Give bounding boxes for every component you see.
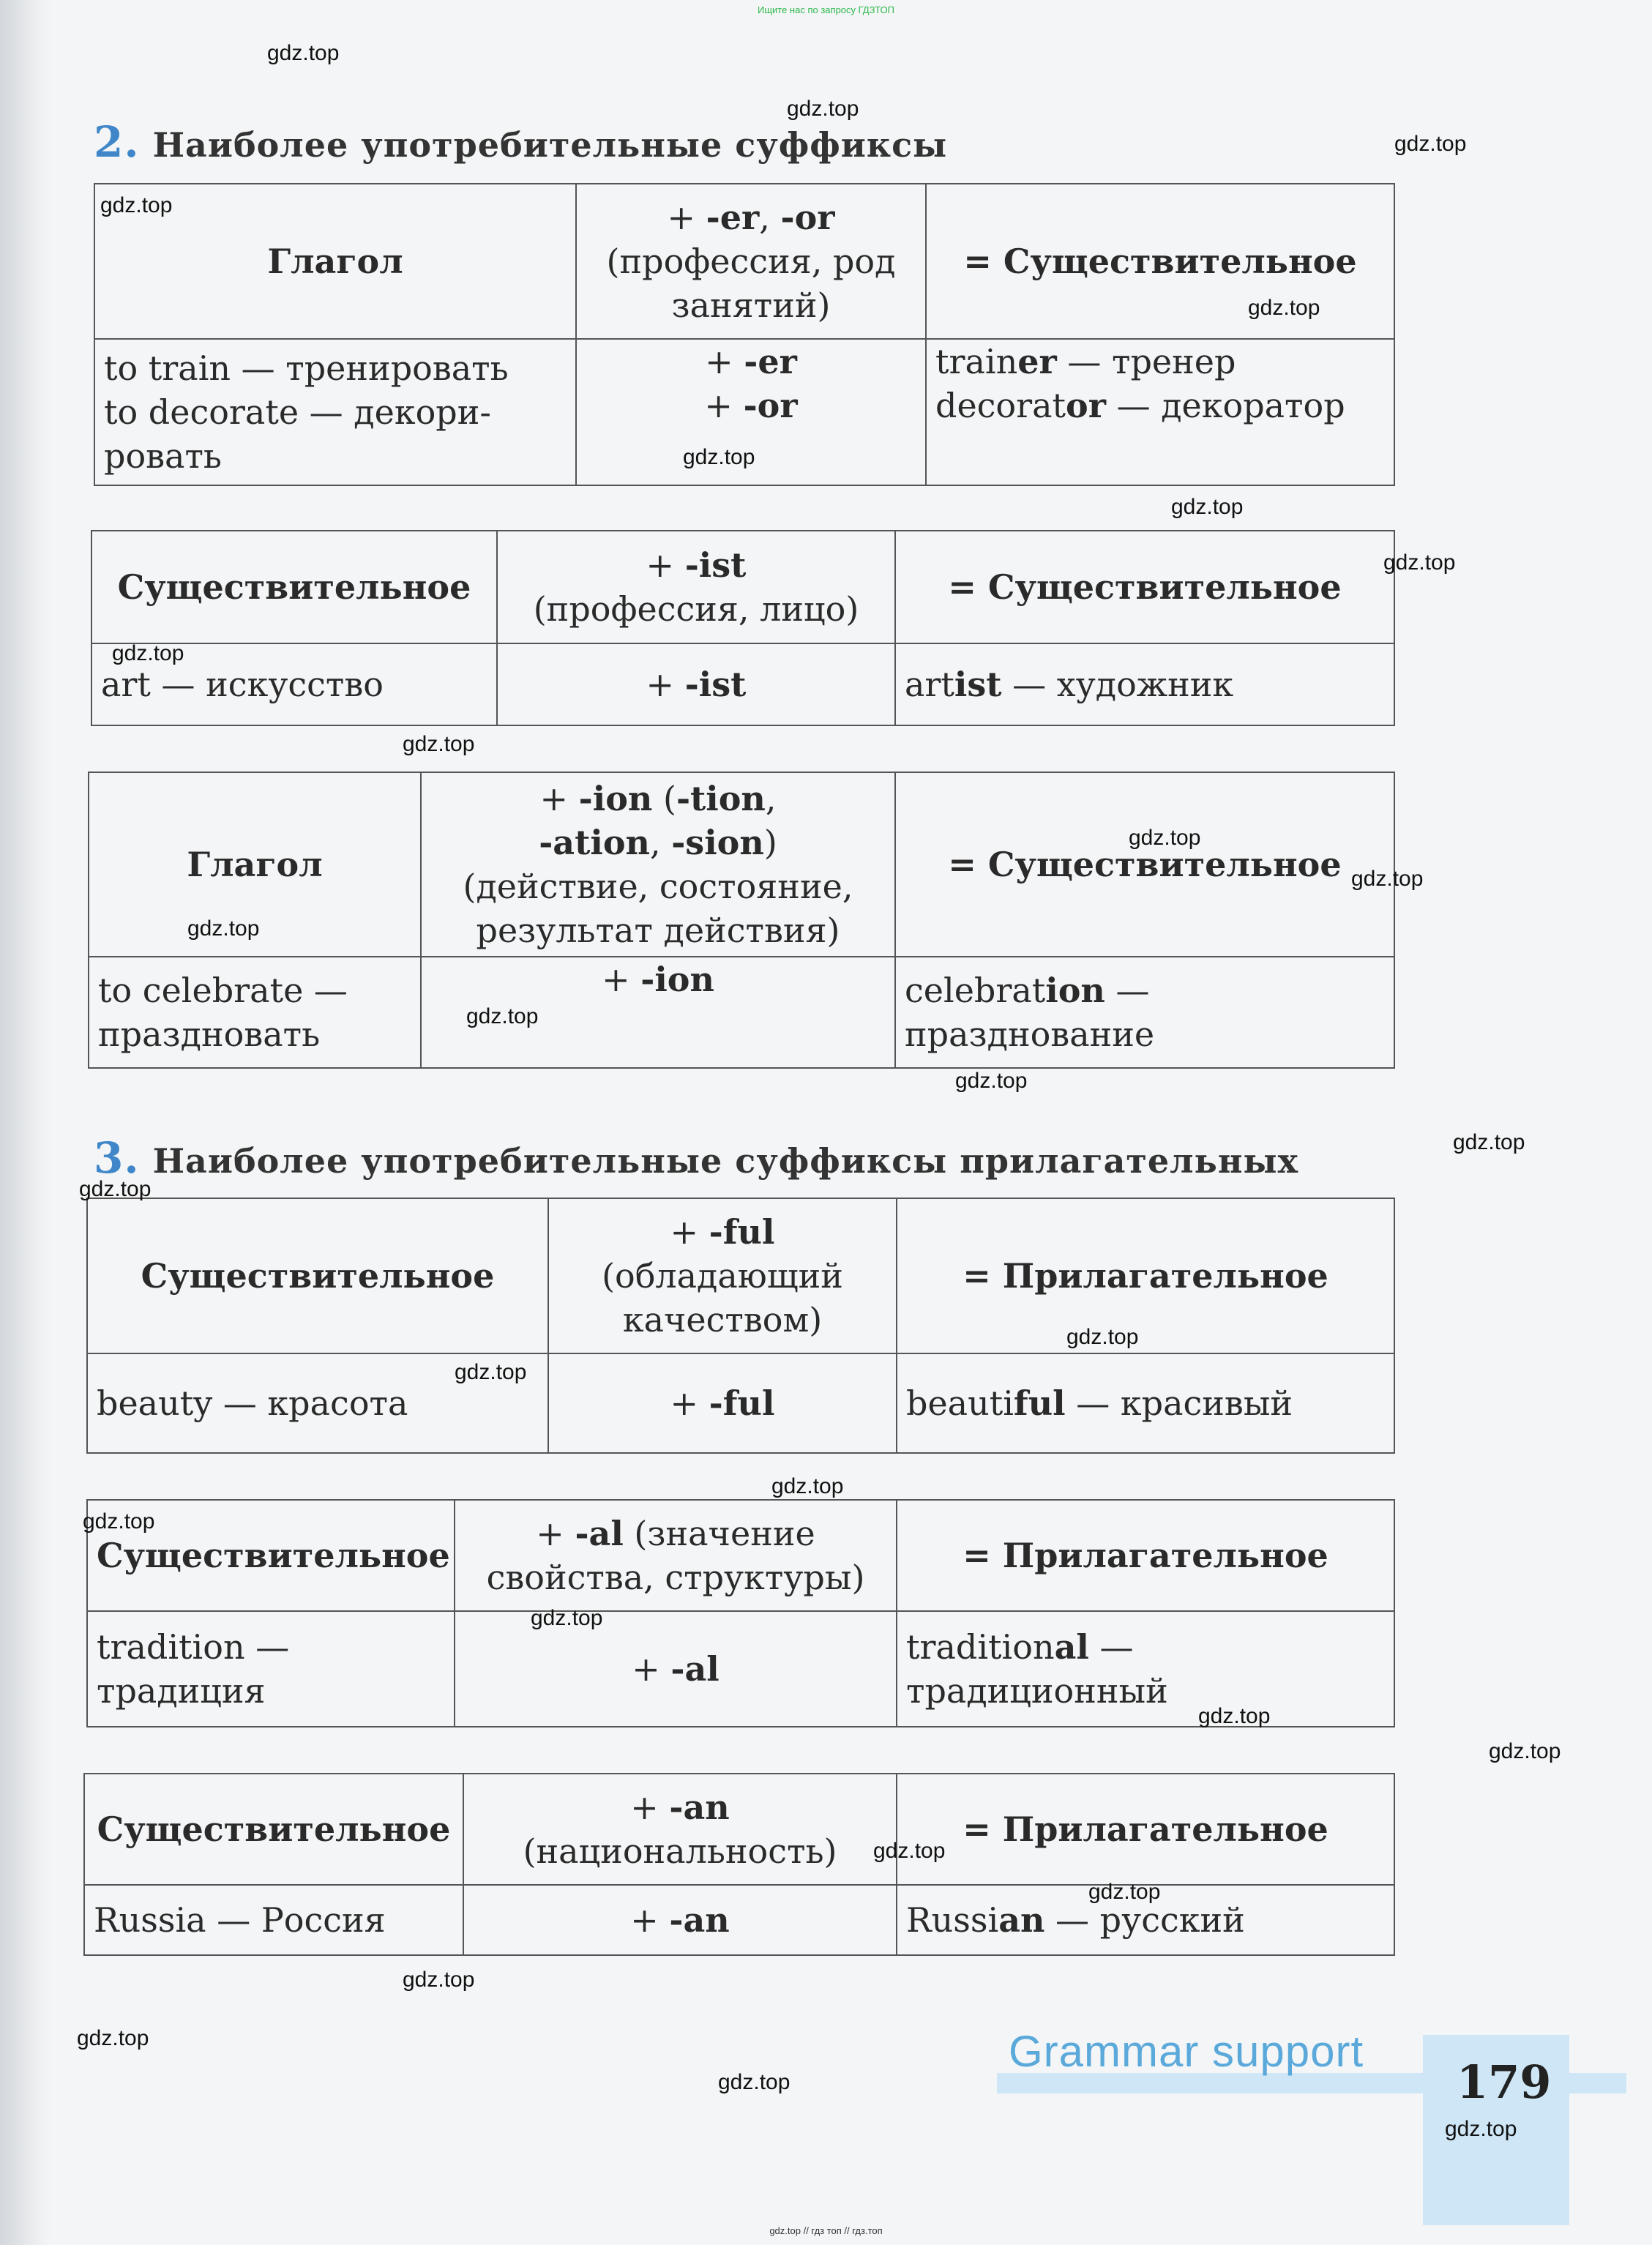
table-cell-result: artist — художник <box>895 643 1394 725</box>
watermark: gdz.top <box>718 2070 791 2094</box>
table-cell-result: traditional — традиционный <box>897 1611 1394 1727</box>
page-number: 179 <box>1457 2055 1552 2109</box>
suffix-table-ful <box>86 1198 1395 1454</box>
table-cell-suffix: + -ful <box>548 1353 897 1453</box>
table-header-result: = Существительное <box>895 531 1394 643</box>
table-cell-suffix: + -al <box>455 1611 897 1727</box>
table-cell-result: beautiful — красивый <box>897 1353 1394 1453</box>
table-cell-base: tradition — традиция <box>87 1611 455 1727</box>
watermark: gdz.top <box>531 1606 603 1630</box>
watermark: gdz.top <box>466 1004 539 1028</box>
watermark: gdz.top <box>1129 826 1201 850</box>
watermark: gdz.top <box>771 1474 844 1498</box>
watermark: gdz.top <box>683 445 755 469</box>
suffix-table-ion <box>88 772 1395 1069</box>
table-cell-suffix: + -ist <box>497 643 895 725</box>
table-cell-suffix: + -an <box>463 1885 897 1955</box>
watermark: gdz.top <box>403 732 475 756</box>
table-cell-base: to celebrate — праздновать <box>89 957 421 1068</box>
table-cell-base: art — искусство <box>91 643 497 725</box>
watermark: gdz.top <box>1351 867 1424 891</box>
table-header-result: = Прилагательное <box>897 1500 1394 1611</box>
watermark: gdz.top <box>403 1968 475 1992</box>
table-header-base: Глагол <box>94 184 576 339</box>
site-footer-note: gdz.top // гдз топ // гдз.топ <box>769 2225 883 2236</box>
watermark: gdz.top <box>79 1177 152 1201</box>
table-cell-suffix: + -er + -or <box>576 339 926 485</box>
suffix-table-ist <box>91 530 1395 726</box>
table-cell-suffix: + -ion <box>421 957 895 1068</box>
table-cell-base: Russia — Россия <box>84 1885 463 1955</box>
watermark: gdz.top <box>1445 2117 1517 2141</box>
section-2-number: 2. <box>94 117 140 167</box>
section-2-title: Наиболее употребительные суффиксы <box>152 125 948 165</box>
section-2-heading <box>94 117 947 167</box>
table-header-base: Существительное <box>87 1198 548 1353</box>
watermark: gdz.top <box>1453 1130 1525 1154</box>
table-cell-base: beauty — красота <box>87 1353 548 1453</box>
suffix-table-al <box>86 1499 1395 1727</box>
table-cell-result: Russian — русский <box>897 1885 1394 1955</box>
watermark: gdz.top <box>100 193 173 217</box>
watermark: gdz.top <box>1198 1704 1271 1728</box>
watermark: gdz.top <box>267 41 340 65</box>
site-search-note: Ищите нас по запросу ГДЗТОП <box>757 4 894 15</box>
table-header-result: = Существительное <box>895 772 1394 957</box>
table-header-suffix: + -er, -or (профессия, род занятий) <box>576 184 926 339</box>
table-header-base: Глагол <box>89 772 421 957</box>
table-header-result: = Существительное <box>926 184 1394 339</box>
watermark: gdz.top <box>873 1839 946 1863</box>
table-header-suffix: + -al (значение свойства, структуры) <box>455 1500 897 1611</box>
watermark: gdz.top <box>187 916 260 941</box>
watermark: gdz.top <box>1088 1880 1161 1904</box>
watermark: gdz.top <box>1248 296 1320 320</box>
table-header-suffix: + -ion (-tion, -ation, -sion) (действие, состояние, результат действия) <box>421 772 895 957</box>
watermark: gdz.top <box>1171 495 1244 519</box>
table-cell-result: celebration — празднование <box>895 957 1394 1068</box>
section-3-heading <box>94 1133 1298 1183</box>
watermark: gdz.top <box>1489 1739 1561 1763</box>
table-header-base: Существительное <box>87 1500 455 1611</box>
watermark: gdz.top <box>455 1360 527 1384</box>
watermark: gdz.top <box>112 641 184 665</box>
watermark: gdz.top <box>1383 550 1456 575</box>
table-header-suffix: + -ist (профессия, лицо) <box>497 531 895 643</box>
table-header-suffix: + -an (национальность) <box>463 1774 897 1885</box>
watermark: gdz.top <box>1394 132 1467 156</box>
watermark: gdz.top <box>1066 1325 1139 1349</box>
watermark: gdz.top <box>955 1069 1028 1093</box>
suffix-table-an <box>83 1773 1395 1956</box>
table-cell-base: to train — тренировать to decorate — декори- ровать <box>94 339 576 485</box>
watermark: gdz.top <box>77 2026 149 2050</box>
watermark: gdz.top <box>83 1509 155 1534</box>
page-spine-shadow <box>0 0 51 2245</box>
suffix-table-er-or <box>94 183 1395 486</box>
table-header-result: = Прилагательное <box>897 1198 1394 1353</box>
table-header-base: Существительное <box>84 1774 463 1885</box>
table-header-suffix: + -ful (обладающий качеством) <box>548 1198 897 1353</box>
section-3-number: 3. <box>94 1133 140 1183</box>
table-cell-result: trainer — тренер decorator — декоратор <box>926 339 1394 485</box>
watermark: gdz.top <box>787 97 859 121</box>
table-header-base: Существительное <box>91 531 497 643</box>
section-3-title: Наиболее употребительные суффиксы прилагательных <box>152 1141 1299 1181</box>
table-header-result: = Прилагательное <box>897 1774 1394 1885</box>
footer-section-label: Grammar support <box>1009 2027 1364 2076</box>
